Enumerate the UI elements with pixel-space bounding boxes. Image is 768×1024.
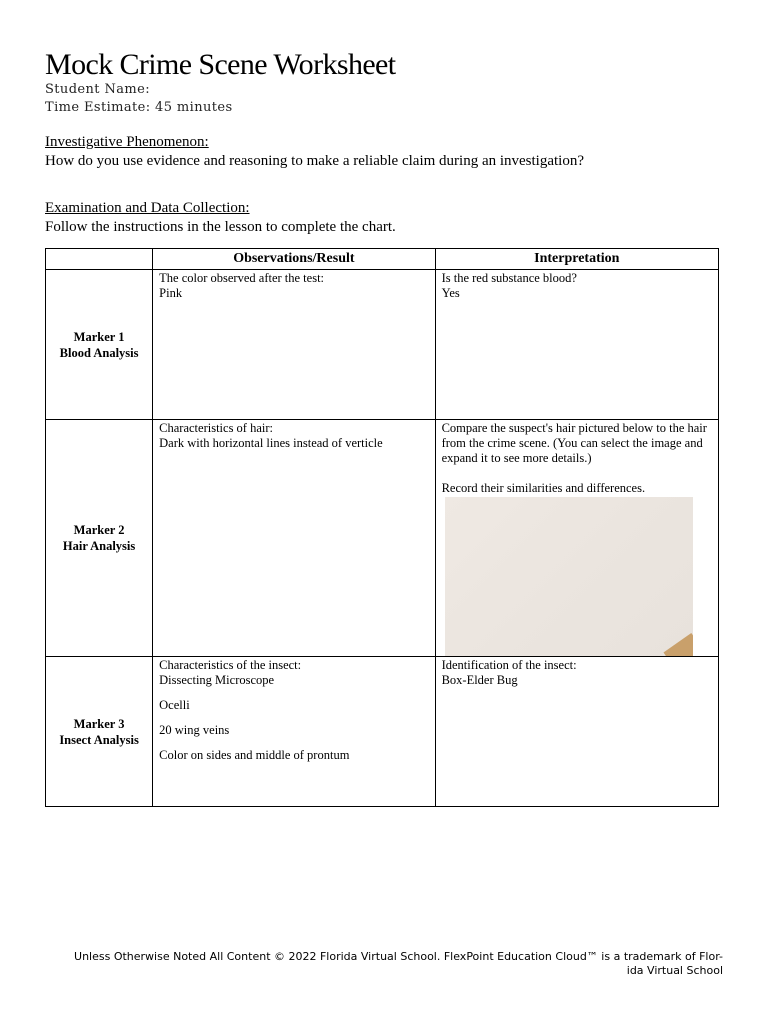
time-estimate: Time Estimate: 45 minutes [45, 100, 233, 115]
interpretation-answer: Yes [441, 286, 460, 300]
marker-label: Marker 1 [73, 329, 125, 344]
observation-prompt: Characteristics of the insect: [159, 658, 302, 672]
data-collection-heading: Examination and Data Collection: [45, 200, 250, 216]
observation-cell[interactable] [153, 270, 435, 420]
table-header-row [46, 249, 719, 270]
interpretation-answer: Box-Elder Bug [441, 673, 518, 687]
observation-answer: Pink [159, 286, 183, 300]
observation-line: 20 wing veins [159, 723, 230, 737]
analysis-label: Hair Analysis [62, 539, 136, 553]
student-name-label: Student Name: [45, 82, 150, 97]
row-label-marker-3 [46, 657, 153, 807]
observation-answer: Dark with horizontal lines instead of verticle [159, 436, 383, 450]
footer-line-1: Unless Otherwise Noted All Content © 2022 Florida Virtual School. FlexPoint Education Cloud™ is a trademark of Flor- [74, 950, 723, 963]
data-collection-text: Follow the instructions in the lesson to complete the chart. [45, 219, 396, 235]
row-label-marker-2 [46, 420, 153, 657]
interpretation-prompt: Is the red substance blood? [441, 271, 577, 285]
analysis-label: Insect Analysis [59, 732, 139, 747]
observation-line: Dissecting Microscope [159, 673, 275, 687]
interpretation-cell[interactable] [435, 270, 718, 420]
evidence-table [45, 248, 719, 807]
footer-line-2: ida Virtual School [626, 964, 723, 977]
observation-line: Color on sides and middle of prontum [159, 748, 350, 762]
table-row [46, 420, 719, 657]
interpretation-prompt: Identification of the insect: [441, 658, 577, 672]
table-row [46, 657, 719, 807]
interpretation-cell[interactable] [435, 657, 718, 807]
observation-cell[interactable] [153, 420, 435, 657]
observation-prompt: Characteristics of hair: [159, 421, 273, 435]
marker-label: Marker 2 [73, 523, 125, 537]
header-empty [46, 249, 153, 270]
row-label-marker-1 [46, 270, 153, 420]
table-row [46, 270, 719, 420]
investigative-phenomenon-text: How do you use evidence and reasoning to make a reliable claim during an investigation? [45, 153, 584, 169]
investigative-phenomenon-heading: Investigative Phenomenon: [45, 134, 209, 150]
observation-prompt: The color observed after the test: [159, 271, 325, 285]
interpretation-instruction: Record their similarities and differences. [441, 481, 646, 495]
suspect-hair-image[interactable] [445, 497, 693, 656]
analysis-label: Blood Analysis [59, 345, 139, 360]
image-corner-detail [663, 633, 693, 656]
header-observations: Observations/Result [153, 249, 435, 270]
document-title: Mock Crime Scene Worksheet [45, 48, 396, 81]
interpretation-prompt: Compare the suspect's hair pictured below to the hair from the crime scene. (You can select the image and expand it to see more details.) [441, 421, 707, 465]
interpretation-cell[interactable] [435, 420, 718, 657]
observation-cell[interactable] [153, 657, 435, 807]
copyright-footer [33, 950, 723, 978]
header-interpretation: Interpretation [435, 249, 718, 270]
marker-label: Marker 3 [73, 716, 125, 731]
observation-line: Ocelli [159, 698, 190, 712]
